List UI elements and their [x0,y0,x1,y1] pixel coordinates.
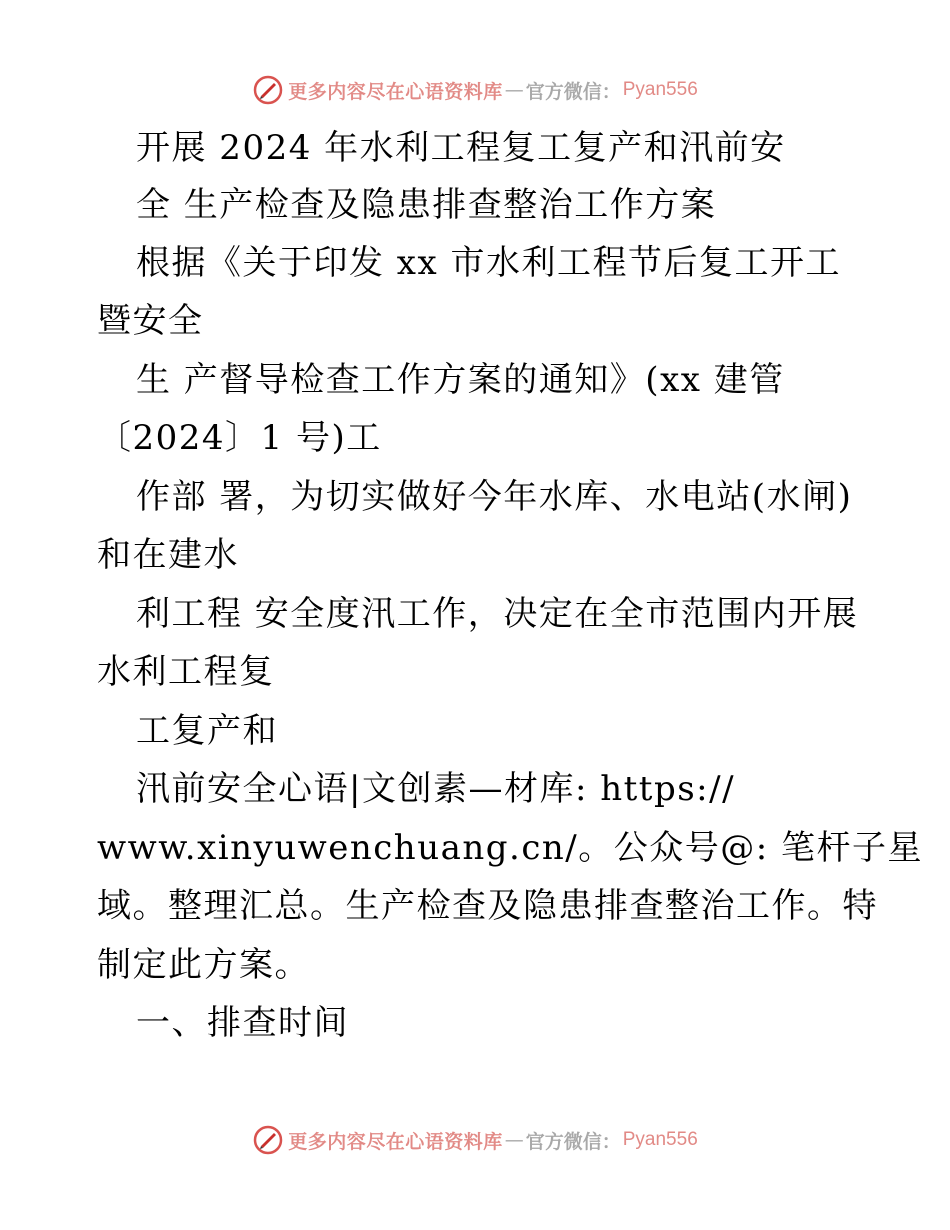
watermark-dash: — [504,79,524,101]
doc-text-line: www.xinyuwenchuang.cn/。公众号@: 笔杆子星 [97,828,923,868]
doc-title-line-2: 全 生产检查及隐患排查整治工作方案 [136,185,717,225]
doc-text-line: 汛前安全心语|文创素—材库: https:// [136,769,736,809]
doc-text-line: 和在建水 [97,535,239,575]
watermark-text: 更多内容尽在心语资料库 [288,80,503,103]
pen-logo-icon [252,1124,284,1156]
doc-text-line: 工复产和 [136,711,278,751]
doc-text-line: 〔2024〕1 号)工 [97,418,382,458]
watermark-text: 更多内容尽在心语资料库 [288,1130,503,1153]
section-heading: 一、排查时间 [136,1003,349,1043]
footer-watermark [0,1120,950,1160]
doc-text-line: 利工程 安全度汛工作，决定在全市范围内开展 [136,594,859,634]
doc-text-line: 根据《关于印发 xx 市水利工程节后复工开工 [136,243,841,283]
watermark-dash: — [504,1129,524,1151]
doc-text-line: 制定此方案。 [97,945,310,985]
header-watermark [0,70,950,110]
watermark-wechat-id: Pyan556 [622,1129,698,1150]
pen-logo-icon [252,74,284,106]
watermark-label: 官方微信： [525,1130,621,1153]
doc-text-line: 暨安全 [97,301,204,341]
doc-text-line: 生 产督导检查工作方案的通知》(xx 建管 [136,360,785,400]
watermark-label: 官方微信： [525,80,621,103]
doc-text-line: 作部 署，为切实做好今年水库、水电站(水闸) [136,477,853,517]
watermark-wechat-id: Pyan556 [622,79,698,100]
doc-title-line-1: 开展 2024 年水利工程复工复产和汛前安 [136,128,786,168]
doc-text-line: 域。整理汇总。生产检查及隐患排查整治工作。特 [97,886,878,926]
doc-text-line: 水利工程复 [97,652,275,692]
